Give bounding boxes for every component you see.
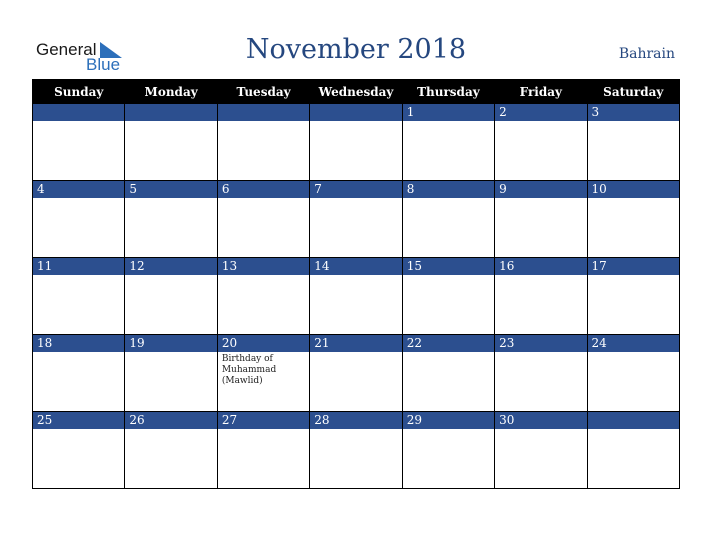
day-cell[interactable]	[495, 104, 587, 181]
weekday-header: Thursday	[402, 80, 494, 104]
week-row	[33, 412, 680, 489]
weekday-header: Friday	[495, 80, 587, 104]
calendar-grid	[32, 79, 680, 489]
day-cell[interactable]	[125, 335, 217, 412]
weekday-header: Tuesday	[217, 80, 309, 104]
day-number: 12	[125, 258, 216, 275]
day-cell[interactable]	[125, 181, 217, 258]
day-number: 11	[33, 258, 124, 275]
day-number	[310, 104, 401, 121]
day-number: 17	[588, 258, 679, 275]
day-cell[interactable]	[33, 181, 125, 258]
day-cell[interactable]	[125, 412, 217, 489]
day-number: 13	[218, 258, 309, 275]
day-cell[interactable]	[310, 335, 402, 412]
logo-word-general: General	[36, 40, 97, 59]
day-cell[interactable]	[495, 258, 587, 335]
holiday-event: Birthday of Muhammad (Mawlid)	[221, 354, 277, 386]
day-number: 21	[310, 335, 401, 352]
day-cell[interactable]	[495, 412, 587, 489]
day-number: 16	[495, 258, 586, 275]
day-cell[interactable]	[495, 335, 587, 412]
day-cell[interactable]	[402, 181, 494, 258]
day-cell[interactable]	[33, 335, 125, 412]
day-cell[interactable]	[587, 335, 679, 412]
day-cell[interactable]	[310, 104, 402, 181]
day-number: 29	[403, 412, 494, 429]
day-cell[interactable]	[310, 412, 402, 489]
day-cell[interactable]	[587, 104, 679, 181]
day-cell[interactable]	[217, 258, 309, 335]
day-number: 26	[125, 412, 216, 429]
day-number: 25	[33, 412, 124, 429]
day-number	[125, 104, 216, 121]
day-number: 6	[218, 181, 309, 198]
weekday-header: Sunday	[33, 80, 125, 104]
day-cell[interactable]	[33, 258, 125, 335]
day-number: 19	[125, 335, 216, 352]
day-cell[interactable]	[217, 181, 309, 258]
week-row	[33, 258, 680, 335]
day-number: 10	[588, 181, 679, 198]
day-number: 23	[495, 335, 586, 352]
day-number: 18	[33, 335, 124, 352]
day-cell[interactable]	[402, 104, 494, 181]
day-cell[interactable]	[495, 181, 587, 258]
day-number: 1	[403, 104, 494, 121]
logo-word-blue: Blue	[86, 55, 121, 74]
day-cell[interactable]	[402, 412, 494, 489]
week-row	[33, 181, 680, 258]
weekday-header: Saturday	[587, 80, 679, 104]
day-number: 20	[218, 335, 309, 352]
day-number: 4	[33, 181, 124, 198]
calendar-title: November 2018	[245, 34, 467, 65]
day-number	[33, 104, 124, 121]
day-number: 14	[310, 258, 401, 275]
weekday-header-row	[33, 80, 680, 104]
day-number: 3	[588, 104, 679, 121]
day-cell[interactable]	[587, 258, 679, 335]
day-cell[interactable]	[587, 412, 679, 489]
day-cell[interactable]	[217, 104, 309, 181]
day-cell[interactable]	[33, 412, 125, 489]
week-row	[33, 335, 680, 412]
country-label: Bahrain	[618, 46, 675, 62]
day-number: 15	[403, 258, 494, 275]
day-cell[interactable]	[125, 104, 217, 181]
day-cell[interactable]	[217, 335, 309, 412]
day-cell[interactable]	[33, 104, 125, 181]
day-cell[interactable]	[310, 181, 402, 258]
day-cell[interactable]	[402, 335, 494, 412]
day-number: 28	[310, 412, 401, 429]
day-number: 5	[125, 181, 216, 198]
weekday-header: Monday	[125, 80, 217, 104]
day-cell[interactable]	[402, 258, 494, 335]
day-number: 24	[588, 335, 679, 352]
week-row	[33, 104, 680, 181]
day-number: 30	[495, 412, 586, 429]
day-number: 8	[403, 181, 494, 198]
day-number	[588, 412, 679, 429]
day-cell[interactable]	[310, 258, 402, 335]
day-number	[218, 104, 309, 121]
day-number: 2	[495, 104, 586, 121]
day-number: 27	[218, 412, 309, 429]
calendar-body	[33, 104, 680, 489]
day-cell[interactable]	[125, 258, 217, 335]
weekday-header: Wednesday	[310, 80, 402, 104]
day-cell[interactable]	[217, 412, 309, 489]
day-number: 7	[310, 181, 401, 198]
day-number: 22	[403, 335, 494, 352]
day-number: 9	[495, 181, 586, 198]
day-cell[interactable]	[587, 181, 679, 258]
